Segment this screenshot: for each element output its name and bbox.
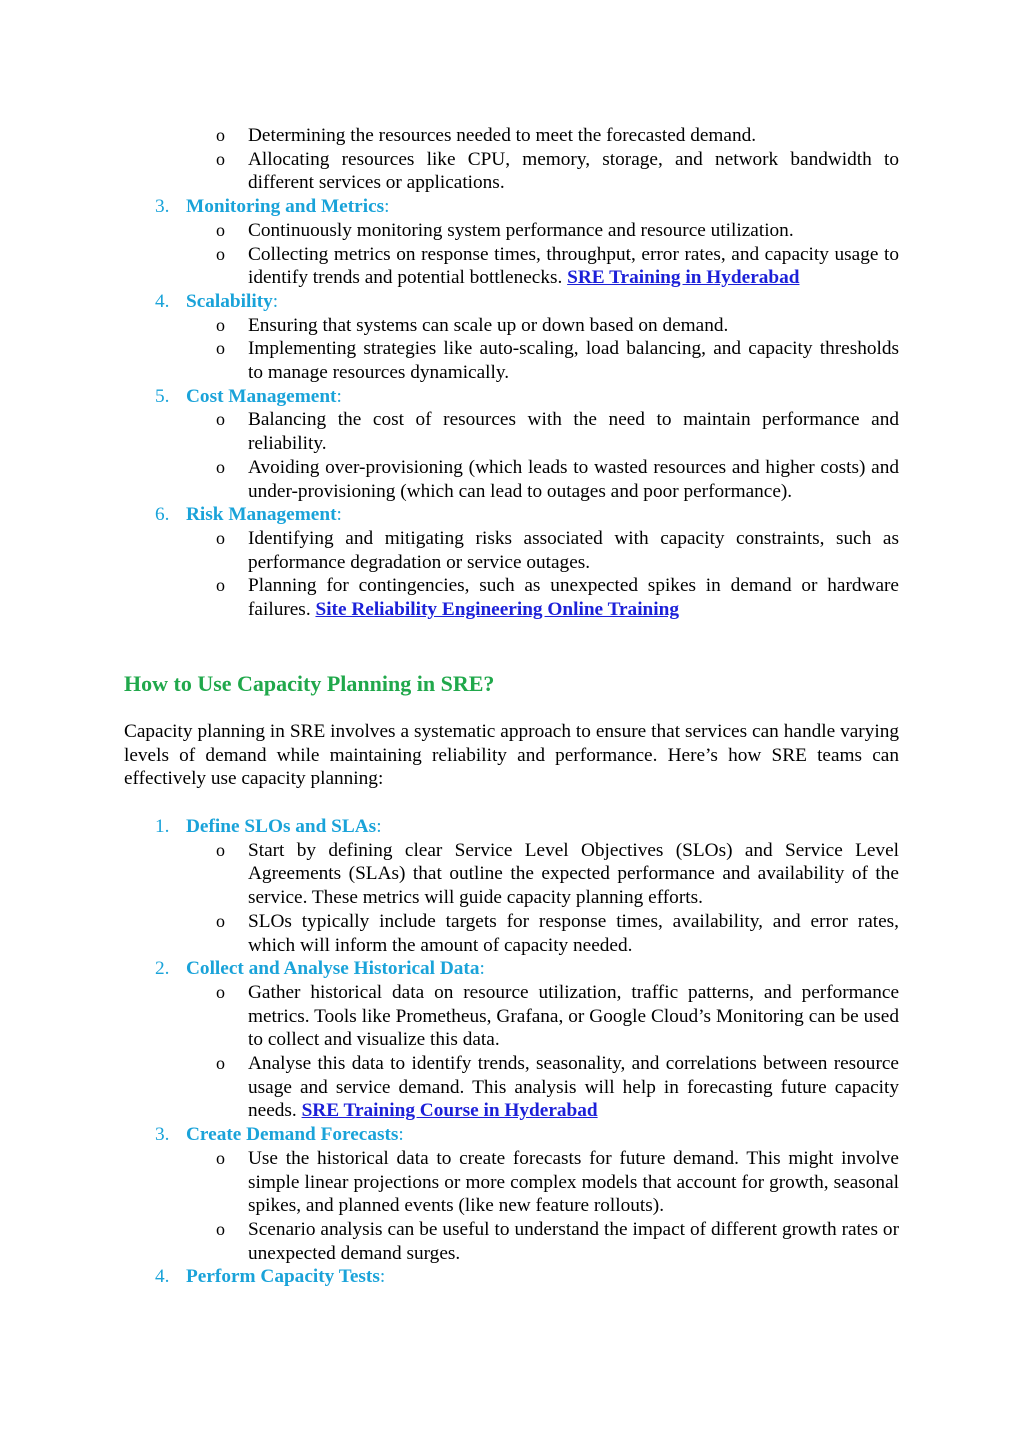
item-colon: : xyxy=(398,1124,404,1146)
item-title: Create Demand Forecasts xyxy=(186,1124,399,1146)
bullet: o xyxy=(216,981,225,1002)
bullet: o xyxy=(216,1147,225,1168)
bullet: o xyxy=(216,527,225,548)
bullet: o xyxy=(216,314,225,335)
numbered-item xyxy=(124,957,899,981)
list-item-text: Scenario analysis can be useful to understand the impact of different growth rates or unexpected demand surges. xyxy=(248,1218,899,1264)
list-item xyxy=(124,1052,899,1123)
list-item-text: Use the historical data to create forecasts for future demand. This might involve simple linear projections or more complex models that account for growth, seasonal spikes, and planned events (like new feature rollouts). xyxy=(248,1147,899,1217)
list-item-text: Balancing the cost of resources with the need to maintain performance and reliability. xyxy=(248,409,899,455)
sre-online-training-link[interactable]: Site Reliability Engineering Online Training xyxy=(315,599,679,621)
item-title: Monitoring and Metrics xyxy=(186,196,385,218)
item-colon: : xyxy=(336,385,342,407)
item-colon: : xyxy=(376,816,382,837)
item-title: Risk Management xyxy=(186,504,337,526)
bottom-section xyxy=(124,815,899,1289)
item-colon: : xyxy=(479,958,485,980)
item-title: Cost Management xyxy=(186,385,337,407)
item-colon: : xyxy=(384,196,390,218)
list-item xyxy=(124,839,899,910)
list-item-text: Start by defining clear Service Level Objectives (SLOs) and Service Level Agreements (SLAs) that outline the expected performance and availability of the service. These metrics will guide capacity planning efforts. xyxy=(248,839,899,909)
numbered-item xyxy=(124,195,899,219)
numbered-item xyxy=(124,290,899,314)
list-item xyxy=(124,981,899,1052)
bullet: o xyxy=(216,409,225,430)
list-item-text: Implementing strategies like auto-scaling, load balancing, and capacity thresholds to manage resources dynamically. xyxy=(248,338,899,384)
numbered-item xyxy=(124,1123,899,1147)
item-title: Perform Capacity Tests xyxy=(186,1266,380,1288)
item-number: 5. xyxy=(155,385,170,407)
list-item-text: SLOs typically include targets for response times, availability, and error rates, which will inform the amount of capacity needed. xyxy=(248,910,899,956)
bullet: o xyxy=(216,910,225,931)
bullet: o xyxy=(216,456,225,477)
bullet: o xyxy=(216,1053,225,1074)
list-item xyxy=(124,408,899,455)
list-item-text: Avoiding over-provisioning (which leads to wasted resources and higher costs) and under-provisioning (which can lead to outages and poor performance). xyxy=(248,456,899,502)
item-colon: : xyxy=(272,290,279,312)
list-item xyxy=(124,456,899,503)
item-number: 4. xyxy=(155,1266,170,1288)
list-item xyxy=(124,243,899,290)
item-title: Scalability xyxy=(186,290,273,312)
list-item xyxy=(124,219,899,243)
list-item-text: Gather historical data on resource utilization, traffic patterns, and performance metrics. Tools like Prometheus, Grafana, or Google Cloud’s Monitoring can be used to collect and visualize this data. xyxy=(248,981,899,1051)
bullet: o xyxy=(216,839,225,860)
numbered-item xyxy=(124,385,899,409)
item-number: 6. xyxy=(155,504,170,526)
item-number: 2. xyxy=(155,958,170,980)
item-colon: : xyxy=(336,504,342,526)
list-item-text: Analyse this data to identify trends, seasonality, and correlations between resource usage and service demand. This analysis will help in forecasting future capacity needs. xyxy=(248,1053,899,1122)
sre-training-hyderabad-link[interactable]: SRE Training in Hyderabad xyxy=(567,267,800,289)
list-item xyxy=(124,1147,899,1218)
list-item-text: Continuously monitoring system performance and resource utilization. xyxy=(248,219,794,241)
bullet: o xyxy=(216,219,225,240)
list-item-text: Allocating resources like CPU, memory, storage, and network bandwidth to different services or applications. xyxy=(248,148,899,194)
item-title: Define SLOs and SLAs xyxy=(186,816,377,837)
bullet: o xyxy=(216,125,225,145)
list-item-text: Determining the resources needed to meet the forecasted demand. xyxy=(248,125,757,146)
top-section xyxy=(124,124,899,622)
bullet: o xyxy=(216,148,225,169)
sre-training-course-hyderabad-link[interactable]: SRE Training Course in Hyderabad xyxy=(301,1100,598,1122)
list-item xyxy=(124,1218,899,1265)
list-item xyxy=(124,337,899,384)
list-item-text: Planning for contingencies, such as unexpected spikes in demand or hardware failures. xyxy=(248,575,899,621)
bullet: o xyxy=(216,338,225,359)
list-item-text: Identifying and mitigating risks associated with capacity constraints, such as performance degradation or service outages. xyxy=(248,527,899,573)
list-item xyxy=(124,314,899,338)
bullet: o xyxy=(216,243,225,264)
numbered-item xyxy=(124,1265,899,1289)
list-item xyxy=(124,148,899,195)
section-heading: How to Use Capacity Planning in SRE? xyxy=(124,671,495,696)
item-number: 4. xyxy=(155,290,170,312)
list-item-text: Collecting metrics on response times, throughput, error rates, and capacity usage to identify trends and potential bottlenecks. xyxy=(248,243,899,289)
intro-paragraph: Capacity planning in SRE involves a systematic approach to ensure that services can handle varying levels of demand while maintaining reliability and performance. Here’s how SRE teams can effectively use capacity planning: xyxy=(124,721,899,790)
item-number: 3. xyxy=(155,196,170,218)
numbered-item xyxy=(124,503,899,527)
bullet: o xyxy=(216,1218,225,1239)
list-item xyxy=(124,910,899,957)
item-number: 3. xyxy=(155,1124,170,1146)
bullet: o xyxy=(216,575,225,596)
numbered-item xyxy=(124,815,899,839)
list-item xyxy=(124,124,899,148)
list-item xyxy=(124,574,899,621)
item-title: Collect and Analyse Historical Data xyxy=(186,958,480,980)
item-colon: : xyxy=(379,1266,386,1288)
list-item xyxy=(124,527,899,574)
item-number: 1. xyxy=(155,816,170,837)
list-item-text: Ensuring that systems can scale up or down based on demand. xyxy=(248,314,729,336)
